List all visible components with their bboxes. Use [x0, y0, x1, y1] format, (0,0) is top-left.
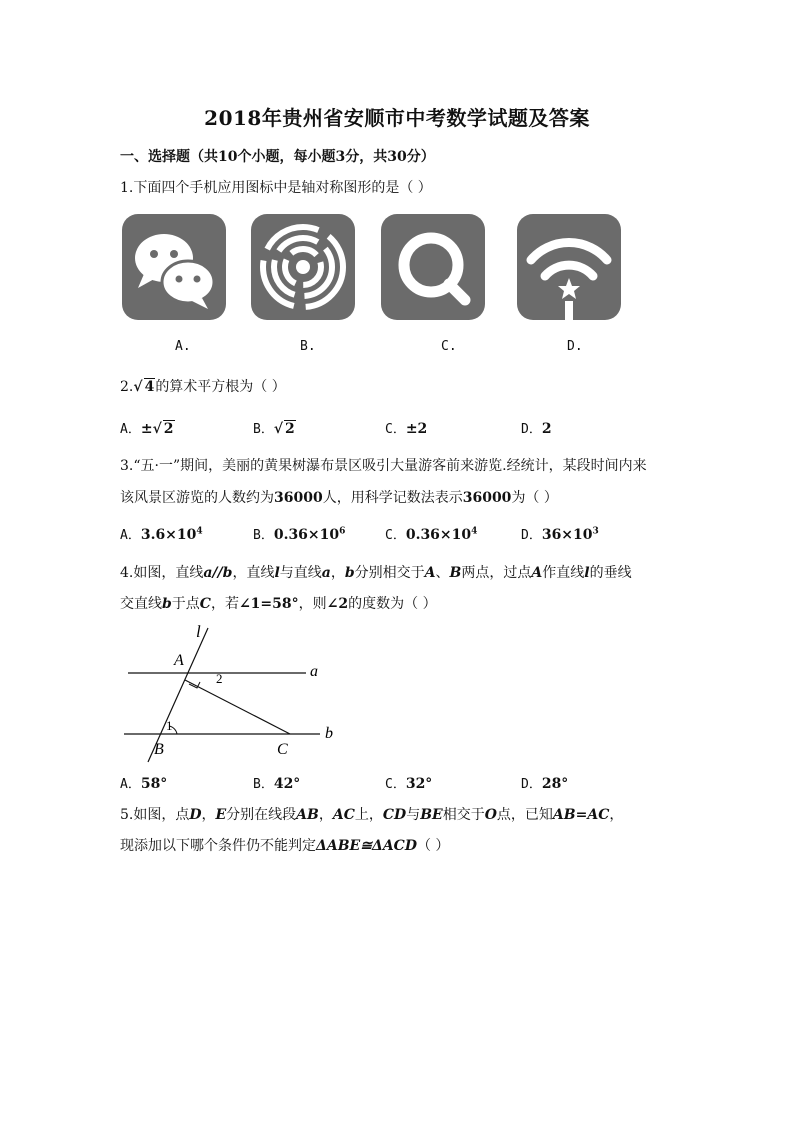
- fig-label-b: b: [325, 725, 333, 742]
- option-label: C.: [441, 339, 457, 354]
- wechat-icon: [122, 214, 226, 320]
- fig-label-l: l: [196, 622, 201, 641]
- fig-label-2: 2: [216, 671, 223, 686]
- geometry-figure: [120, 620, 350, 765]
- sqrt-symbol: √ 4: [133, 379, 155, 395]
- q4-option-d: D．28°: [521, 776, 569, 792]
- q4-option-b: B．42°: [253, 776, 301, 792]
- option-label: D.: [567, 339, 583, 354]
- q3-option-b: B．$0.36\times 10^6$: [253, 526, 346, 543]
- q2-option-d: D．2: [521, 421, 552, 437]
- option-label: B.: [300, 339, 316, 354]
- question-1-stem: 1.下面四个手机应用图标中是轴对称图形的是（ ）: [120, 180, 432, 196]
- fig-label-1: 1: [166, 718, 173, 733]
- q2-option-a: A．±√ 2: [120, 421, 174, 437]
- question-3-line-2: 该风景区游览的人数约为36000人，用科学记数法表示36000为（ ）: [120, 490, 558, 506]
- search-q-icon: [381, 214, 485, 320]
- q4-option-a: A．58°: [120, 776, 168, 792]
- fig-label-B: B: [154, 741, 164, 758]
- q4-option-c: C．32°: [385, 776, 433, 792]
- page-title: 2018年贵州省安顺市中考数学试题及答案: [204, 106, 590, 130]
- option-label: A.: [175, 339, 191, 354]
- question-5-line-2: 现添加以下哪个条件仍不能判定ΔABE≅ΔACD（ ）: [120, 838, 450, 854]
- section-heading: 一、选择题（共10个小题，每小题3分，共30分）: [120, 149, 435, 165]
- q3-option-c: C．$0.36\times 10^4$: [385, 526, 478, 543]
- q2-option-b: B．√ 2: [253, 421, 295, 437]
- fig-label-C: C: [277, 741, 288, 758]
- q3-option-d: D．$36\times 10^3$: [521, 526, 599, 543]
- q3-option-a: A．$3.6\times 10^4$: [120, 526, 203, 543]
- question-4-line-2: 交直线b于点C，若∠1=58°，则∠2的度数为（ ）: [120, 596, 437, 612]
- q2-option-c: C．±2: [385, 421, 428, 437]
- question-5-line-1: 5.如图，点D，E分别在线段AB，AC上，CD与BE相交于O点，已知AB=AC，: [120, 807, 624, 823]
- question-4-line-1: 4.如图，直线a//b，直线l与直线a，b分别相交于A、B两点，过点A作直线l的垂线: [120, 565, 632, 581]
- question-3-line-1: 3.“五·一”期间，美丽的黄果树瀑布景区吸引大量游客前来游览.经统计，某段时间内来: [120, 458, 647, 474]
- wifi-star-icon: [517, 214, 621, 320]
- swirl-logo-icon: [251, 214, 355, 320]
- fig-label-A: A: [174, 652, 184, 669]
- question-2-stem: 2.√ 4的算术平方根为（ ）: [120, 379, 286, 395]
- fig-label-a: a: [310, 663, 318, 680]
